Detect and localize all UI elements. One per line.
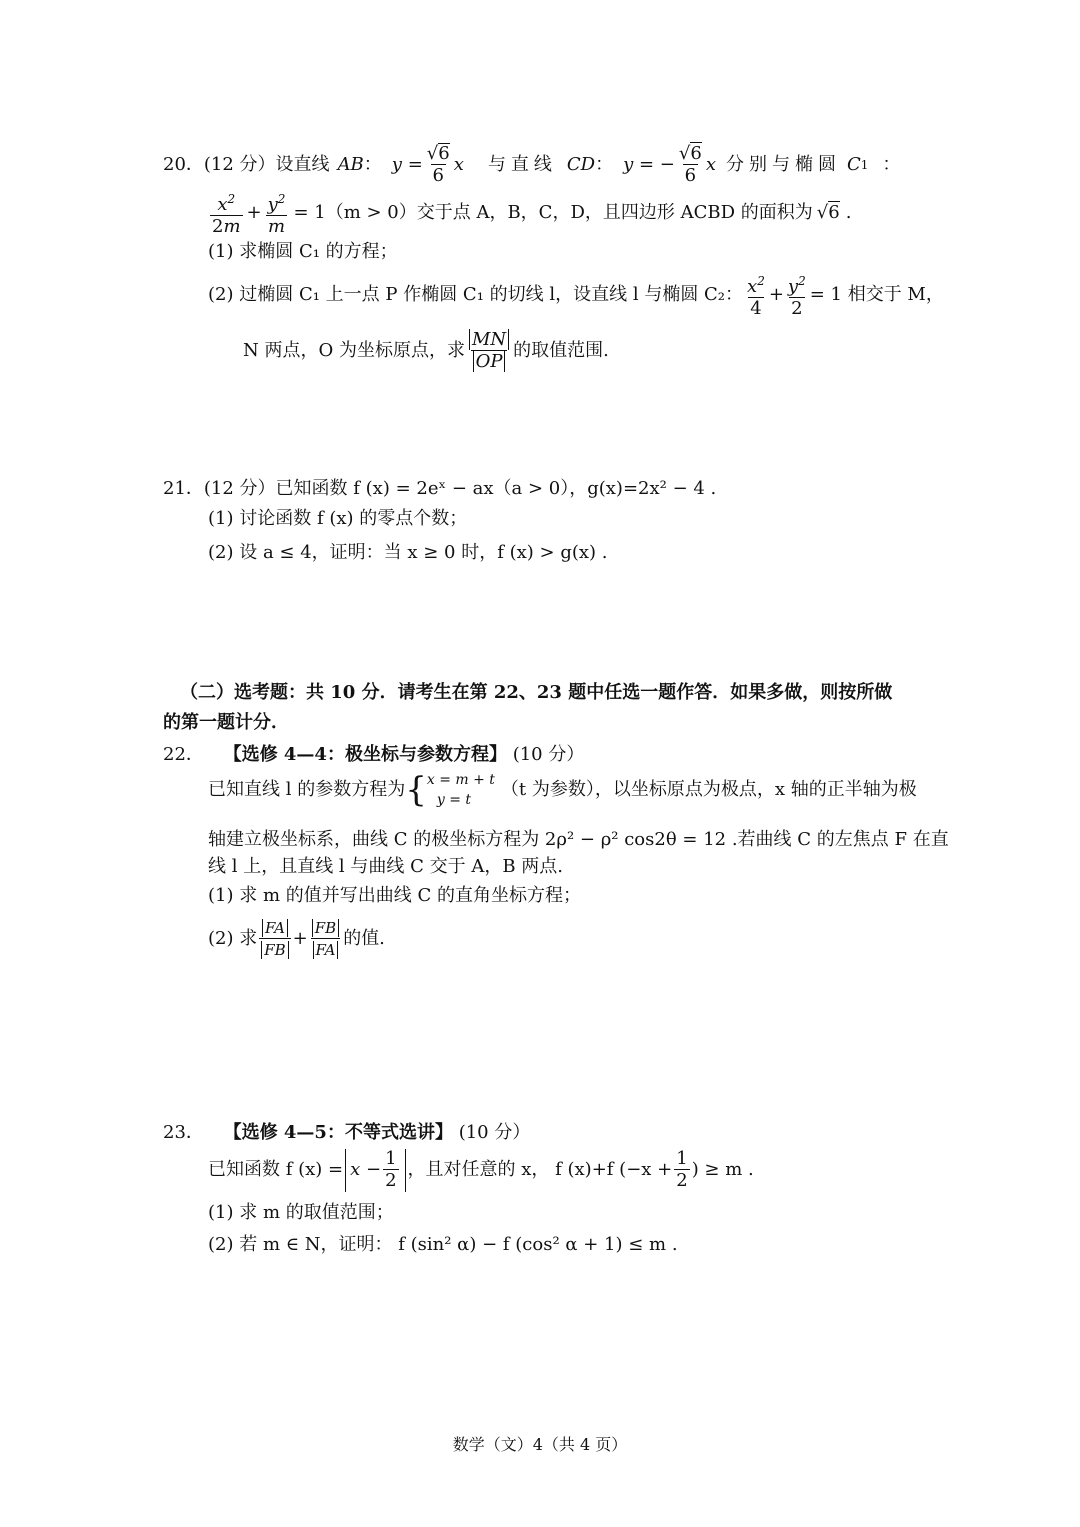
q20-eq2-tail: = 1（m > 0）交于点 A，B，C，D，且四边形 ACBD 的面积为 <box>293 202 813 223</box>
q22-frac-2 <box>310 918 341 961</box>
q20-cd: CD <box>566 154 596 175</box>
q22-system <box>427 770 495 810</box>
q23-num: 23． <box>163 1122 204 1143</box>
q23-two-2: 2 <box>676 1169 688 1191</box>
q22-l1a: 已知直线 l 的参数方程为 <box>208 779 406 800</box>
q22-sys1: x = m + t <box>426 772 495 788</box>
q23-one-1: 1 <box>385 1147 397 1169</box>
q23-one-2: 1 <box>676 1147 688 1169</box>
q23-title: 【选修 4—5：不等式选讲】 <box>223 1122 453 1143</box>
q20-frac-ab: $\frac{√6}{6}$ <box>426 143 450 186</box>
q20-frac-cd: $\frac{√6}{6}$ <box>678 142 702 186</box>
q20-colon-2: ： <box>595 154 614 175</box>
q20-p2-line2 <box>243 325 609 377</box>
q23-l1a: 已知函数 f (x) = <box>208 1159 344 1180</box>
q20-p2b-b: 的取值范围. <box>513 340 609 361</box>
q22-p2 <box>208 914 385 964</box>
q20-frac-y2-2: $\frac{y^2}{2}$ <box>787 273 806 319</box>
q20-p2-line1: (2) 过椭圆 C₁ 上一点 P 作椭圆 C₁ 的切线 l，设直线 l 与椭圆 C₂： $\frac{x^2}{4}$ + $\frac{y^2}{2}$ = 1 相交于 M， <box>208 270 944 320</box>
q20-sqrt6-c: 6 <box>828 202 840 223</box>
q21-p2: (2) 设 a ≤ 4，证明：当 x ≥ 0 时，f (x) > g(x) . <box>208 542 608 563</box>
q22-brace: { <box>405 770 427 810</box>
q20-den6-b: 6 <box>684 164 697 186</box>
q20-sqrt6-b: 6 <box>690 142 702 164</box>
q20-p2a: (2) 过椭圆 C₁ 上一点 P 作椭圆 C₁ 的切线 l，设直线 l 与椭圆 C₂： <box>208 284 744 305</box>
q23-score: (10 分） <box>458 1122 531 1143</box>
q23-line1 <box>208 1145 754 1195</box>
q23-half-1 <box>383 1149 398 1192</box>
q23-abs <box>345 1149 405 1192</box>
page-footer: 数学（文）4（共 4 页） <box>452 1435 628 1454</box>
q20-p2a-tail: = 1 相交于 M， <box>809 284 944 305</box>
q22-line2: 轴建立极坐标系，曲线 C 的极坐标方程为 2ρ² − ρ² cos2θ = 12 .若曲线 C 的左焦点 F 在直 <box>208 829 949 850</box>
q22-score: (10 分） <box>512 744 585 765</box>
q22-line1 <box>208 768 917 812</box>
q22-plus: + <box>292 928 308 949</box>
q20-sep-ellipse: 分别与椭圆 <box>725 154 841 175</box>
q20-colon: ： <box>363 154 382 175</box>
q20-sqrt6-a: 6 <box>438 143 450 164</box>
q20-frac-mn-op <box>467 330 511 373</box>
q20-period: . <box>845 202 852 223</box>
q20-mn: MN <box>469 329 509 350</box>
q20-p1: (1) 求椭圆 C₁ 的方程； <box>208 241 398 262</box>
q20-line1: 20．(12 分）设直线 AB ： y = $\frac{√6}{6}$ x 与直线 CD ： y = − $\frac{√6}{6}$ x 分别与椭圆 C 1 ： <box>163 142 901 186</box>
q22-fa-1: FA <box>262 919 288 937</box>
q22-line3: 线 l 上，且直线 l 与曲线 C 交于 A，B 两点. <box>208 856 564 877</box>
q23-p1: (1) 求 m 的取值范围； <box>208 1202 394 1223</box>
q23-absx: x − <box>350 1159 382 1180</box>
q20-frac-x2-4: $\frac{x^2}{4}$ <box>747 273 765 319</box>
q22-p1: (1) 求 m 的值并写出曲线 C 的直角坐标方程； <box>208 885 581 906</box>
q22-fa-2: FA <box>313 941 339 959</box>
q20-x-b: x <box>705 154 716 175</box>
q22-p2b: 的值. <box>343 928 385 949</box>
q23-two-1: 2 <box>385 1169 397 1191</box>
q20-frac-x2: $\frac{x^2}{2m}$ <box>212 191 241 237</box>
q20-colon-3: ： <box>882 154 901 175</box>
q23-half-2 <box>674 1149 689 1192</box>
q21-p1: (1) 讨论函数 f (x) 的零点个数； <box>208 508 468 529</box>
q22-sys2: y = t <box>436 792 472 808</box>
q20-op: OP <box>473 351 506 372</box>
q20-with-line: 与直线 <box>487 154 557 175</box>
q22-fb-2: FB <box>312 919 339 937</box>
q20-den6-a: 6 <box>432 165 444 186</box>
q23-heading <box>163 1121 530 1145</box>
q20-c1: C <box>846 154 861 175</box>
q22-num: 22． <box>163 744 204 765</box>
q21-line1: 21．(12 分）已知函数 f (x) = 2eˣ − ax（a > 0），g(x)=2x² − 4 . <box>163 478 717 499</box>
q20-ab: AB <box>337 154 364 175</box>
q22-heading <box>163 743 584 767</box>
q23-l1b: ，且对任意的 x， f (x)+f (−x + <box>407 1159 673 1180</box>
q23-p2: (2) 若 m ∈ N，证明： f (sin² α) − f (cos² α + 1) ≤ m . <box>208 1234 678 1255</box>
q22-fb-1: FB <box>261 941 288 959</box>
q22-frac-1 <box>259 918 290 961</box>
section-line1: （二）选考题：共 10 分．请考生在第 22、23 题中任选一题作答．如果多做，则按所做 <box>180 682 893 703</box>
section-line2: 的第一题计分． <box>163 712 289 733</box>
q20-p2b-a: N 两点，O 为坐标原点，求 <box>243 340 465 361</box>
q22-title: 【选修 4—4：极坐标与参数方程】 <box>223 744 507 765</box>
q20-x-a: x <box>453 154 464 175</box>
q20-line2: $\frac{x^2}{2m}$ + $\frac{y^2}{m}$ = 1（m > 0）交于点 A，B，C，D，且四边形 ACBD 的面积为 √6 . <box>208 188 851 238</box>
q20-y-eq-neg: y = − <box>623 154 675 175</box>
q20-y-eq: y = <box>391 154 423 175</box>
q22-p2a: (2) 求 <box>208 928 258 949</box>
q23-l1c: ) ≥ m . <box>691 1159 754 1180</box>
q20-head: 20．(12 分）设直线 <box>163 154 330 175</box>
q20-frac-y2: $\frac{y^2}{m}$ <box>267 191 286 237</box>
q22-l1b: （t 为参数），以坐标原点为极点，x 轴的正半轴为极 <box>500 779 917 800</box>
